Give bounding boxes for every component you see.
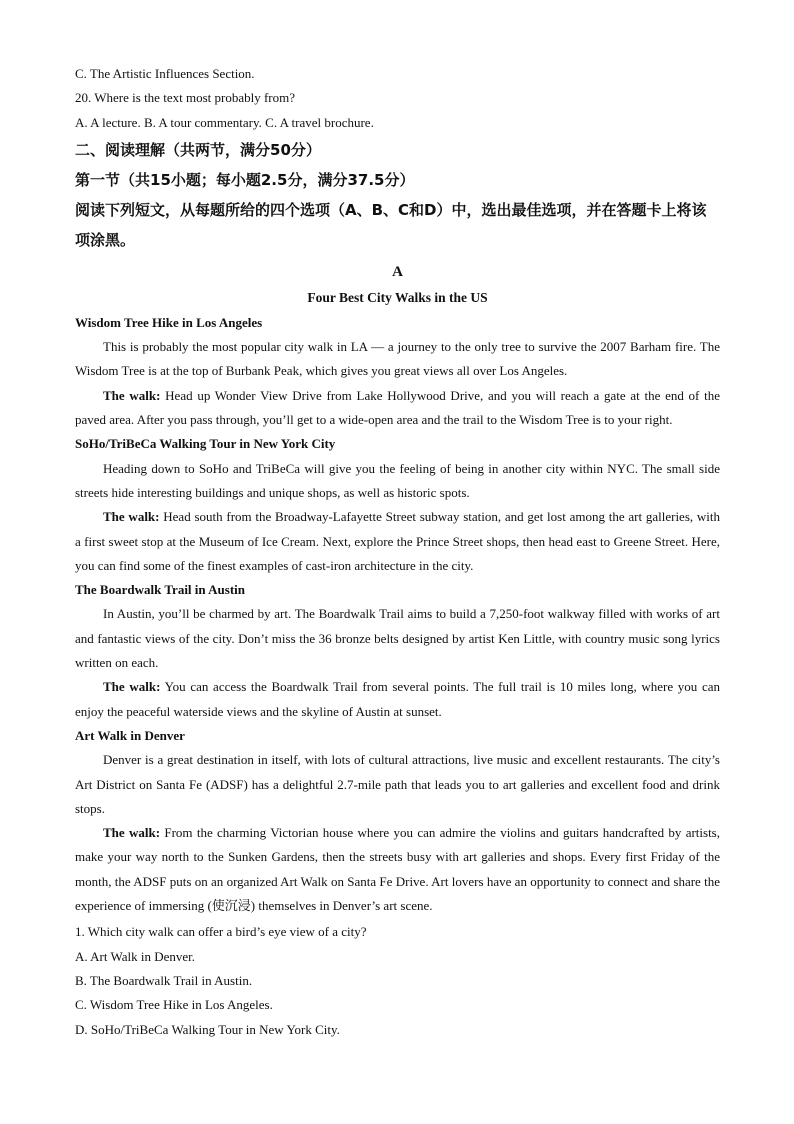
walk-intro: This is probably the most popular city walk in LA — a journey to the only tree to survive the 2007 Barham fire. The Wisdom Tree is at the top of Burbank Peak, which gives you great views all over Los Angeles. xyxy=(75,339,720,379)
walk-description xyxy=(75,505,720,578)
walk-label: The walk: xyxy=(103,679,161,695)
walk-description xyxy=(75,675,720,724)
walk-heading: The Boardwalk Trail in Austin xyxy=(75,582,246,598)
walk-description xyxy=(75,821,720,918)
walk-description xyxy=(75,384,720,433)
question-1-stem: 1. Which city walk can offer a bird’s eye view of a city? xyxy=(75,924,367,940)
question-20: 20. Where is the text most probably from? xyxy=(75,90,295,106)
walk-label: The walk: xyxy=(103,387,161,403)
walk-intro: Heading down to SoHo and TriBeCa will give you the feeling of being in another city within NYC. The small side streets hide interesting buildings and unique shops, as well as historic spots. xyxy=(75,460,720,500)
walk-text: From the charming Victorian house where you can admire the violins and guitars handcrafted by artists, make your way north to the Sunken Gardens, then the streets busy with art galleries and shops. Every first Friday of the month, the ADSF puts on an organized Art Walk on Santa Fe Drive. Art lovers have an opportunity to connect and share the experience of immersing (使沉浸) themselves in Denver’s art scene. xyxy=(75,825,720,914)
walk-intro: In Austin, you’ll be charmed by art. The Boardwalk Trail aims to build a 7,250-foot walkway filled with works of art and fantastic views of the city. Don’t miss the 36 bronze belts designed by artist Ken Little, with country music song lyrics written on each. xyxy=(75,606,720,671)
walk-label: The walk: xyxy=(103,825,161,841)
prev-option-c: C. The Artistic Influences Section. xyxy=(75,66,255,81)
walk-label: The walk: xyxy=(103,509,160,525)
walk-heading: Art Walk in Denver xyxy=(75,727,185,743)
walk-text: Head up Wonder View Drive from Lake Hollywood Drive, and you will reach a gate at the end of the paved area. After you pass through, you’ll get to a wide-open area and the trail to the Wisdom Tree is to your right. xyxy=(75,387,720,428)
passage-letter: A xyxy=(392,263,403,280)
walk-intro: Denver is a great destination in itself, with lots of cultural attractions, live music and excellent restaurants. The city’s Art District on Santa Fe (ADSF) has a delightful 2.7-mile path that leads you to art galleries and excellent food and drink stops. xyxy=(75,752,720,816)
part-one-title: 第一节（共15小题；每小题2.5分，满分37.5分） xyxy=(75,170,415,189)
question-1-option-b: B. The Boardwalk Trail in Austin. xyxy=(75,972,253,988)
passage-title: Four Best City Walks in the US xyxy=(307,289,488,305)
instructions: 阅读下列短文，从每题所给的四个选项（A、B、C和D）中，选出最佳选项，并在答题卡上将该项涂黑。 xyxy=(75,200,707,249)
question-1-option-a: A. Art Walk in Denver. xyxy=(75,948,196,964)
walk-heading: Wisdom Tree Hike in Los Angeles xyxy=(75,314,263,330)
question-20-options: A. A lecture. B. A tour commentary. C. A travel brochure. xyxy=(75,114,374,130)
walk-heading: SoHo/TriBeCa Walking Tour in New York City xyxy=(75,436,336,452)
section-title: 二、阅读理解（共两节，满分50分） xyxy=(75,140,321,159)
walk-text: You can access the Boardwalk Trail from several points. The full trail is 10 miles long, where you can enjoy the peaceful waterside views and the skyline of Austin at sunset. xyxy=(75,679,720,719)
walk-text: Head south from the Broadway-Lafayette Street subway station, and get lost among the art galleries, with a first sweet stop at the Museum of Ice Cream. Next, explore the Prince Street shops, then head east to Greene Street. Here, you can find some of the finest examples of cast-iron architecture in the city. xyxy=(75,509,721,573)
question-1-option-c: C. Wisdom Tree Hike in Los Angeles. xyxy=(75,997,273,1013)
question-1-option-d: D. SoHo/TriBeCa Walking Tour in New York City. xyxy=(75,1021,340,1037)
